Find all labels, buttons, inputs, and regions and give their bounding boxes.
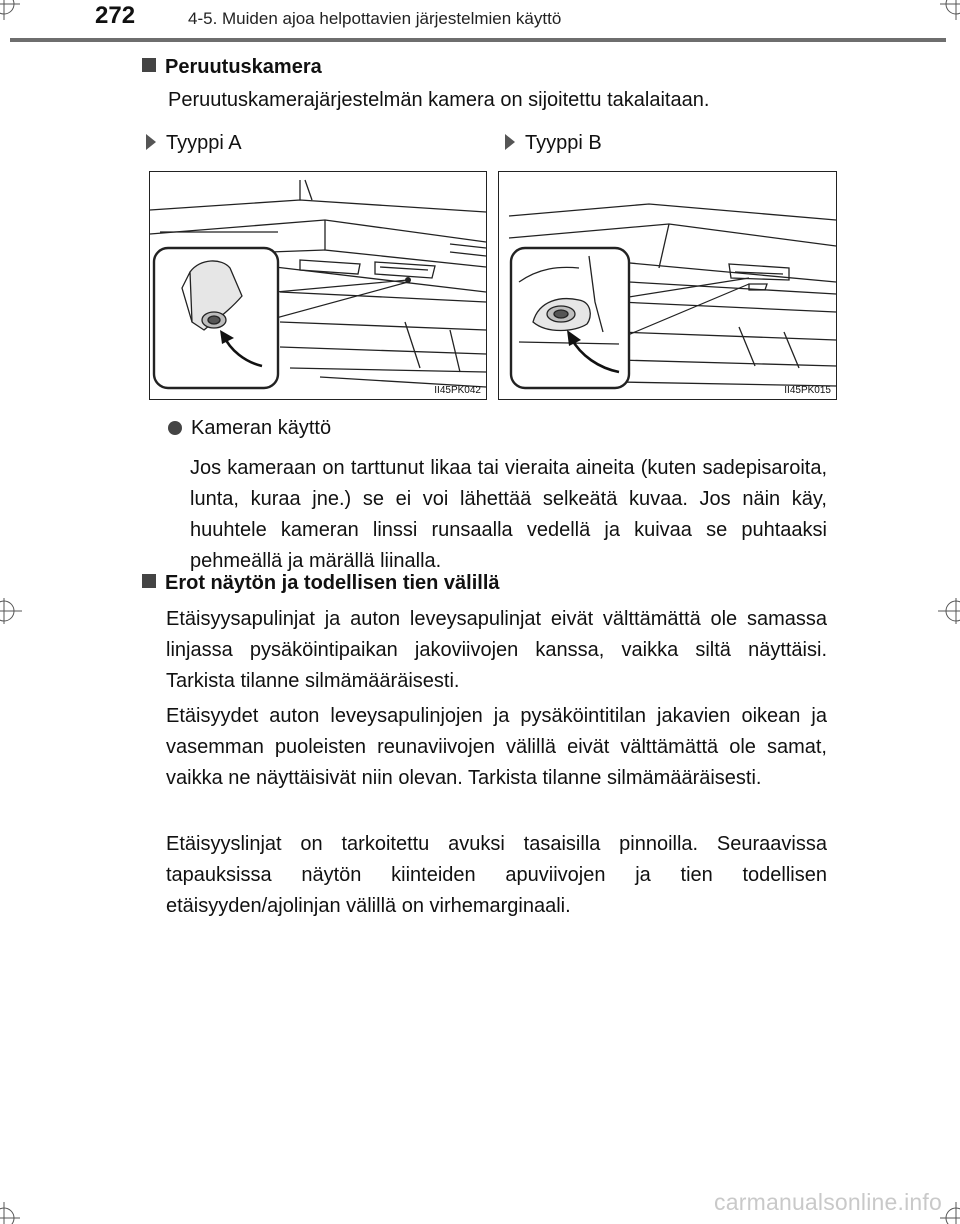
chapter-title: 4-5. Muiden ajoa helpottavien järjestelmien käyttö (188, 9, 562, 28)
paragraph-1: Etäisyysapulinjat ja auton leveysapulinjat eivät välttämättä ole samassa linjassa pysäköintipaikan jakoviivojen kanssa, vaikka siltä näyttäisi. Tarkista tilanne silmämääräisesti. (166, 608, 827, 692)
paragraph-3: Etäisyyslinjat on tarkoitettu avuksi tasaisilla pinnoilla. Seuraavissa tapauksissa näytön kiinteiden apuviivojen ja tien todellisen etäisyyden/ajolinjan välillä on virhemarginaali. (166, 833, 827, 917)
bullet-heading-camera-use (168, 417, 331, 440)
crop-mark-top-right (930, 0, 960, 30)
camera-use-text: Jos kameraan on tarttunut likaa tai vieraita aineita (kuten sadepisaroita, lunta, kuraa jne.) se ei voi lähettää selkeätä kuvaa. Jos näin käy, huuhtele kameran linssi runsaalla vedellä ja kuivaa se puhtaaksi pehmeällä ja märällä liinalla. (190, 457, 827, 572)
section-heading-text: Erot näytön ja todellisen tien välillä (165, 572, 500, 594)
crop-mark-top-left (0, 0, 30, 30)
figure-code-b: II45PK015 (784, 385, 831, 396)
type-a-label (146, 132, 242, 155)
crop-mark-left-middle (0, 596, 24, 626)
triangle-pointer-icon (505, 134, 515, 150)
type-a-label-text: Tyyppi A (166, 132, 242, 154)
section-heading-display-differences (142, 572, 500, 595)
section-heading-rear-camera (142, 56, 322, 79)
crop-mark-bottom-left (0, 1196, 30, 1224)
crop-mark-right-middle (936, 596, 960, 626)
header-divider (10, 38, 946, 42)
tailgate-illustration-a (150, 172, 486, 398)
paragraph-2: Etäisyydet auton leveysapulinjojen ja pysäköintitilan jakavien oikean ja vasemman puoleisten reunaviivojen välillä eivät välttämättä ole samat, vaikka ne näyttäisivät niin olevan. Tarkista tilanne silmämääräisesti. (166, 705, 827, 789)
type-b-label (505, 132, 602, 155)
figure-code-a: II45PK042 (434, 385, 481, 396)
figure-type-a (149, 171, 487, 400)
square-bullet-icon (142, 574, 156, 588)
section-text: Peruutuskamerajärjestelmän kamera on sijoitettu takalaitaan. (168, 89, 710, 111)
tailgate-illustration-b (499, 172, 836, 398)
section-heading-text: Peruutuskamera (165, 56, 322, 78)
round-bullet-icon (168, 421, 182, 435)
bullet-heading-text: Kameran käyttö (191, 417, 332, 439)
triangle-pointer-icon (146, 134, 156, 150)
watermark: carmanualsonline.info (714, 1189, 942, 1215)
type-b-label-text: Tyyppi B (525, 132, 602, 154)
square-bullet-icon (142, 58, 156, 72)
figure-type-b (498, 171, 837, 400)
page-number: 272 (95, 2, 136, 29)
